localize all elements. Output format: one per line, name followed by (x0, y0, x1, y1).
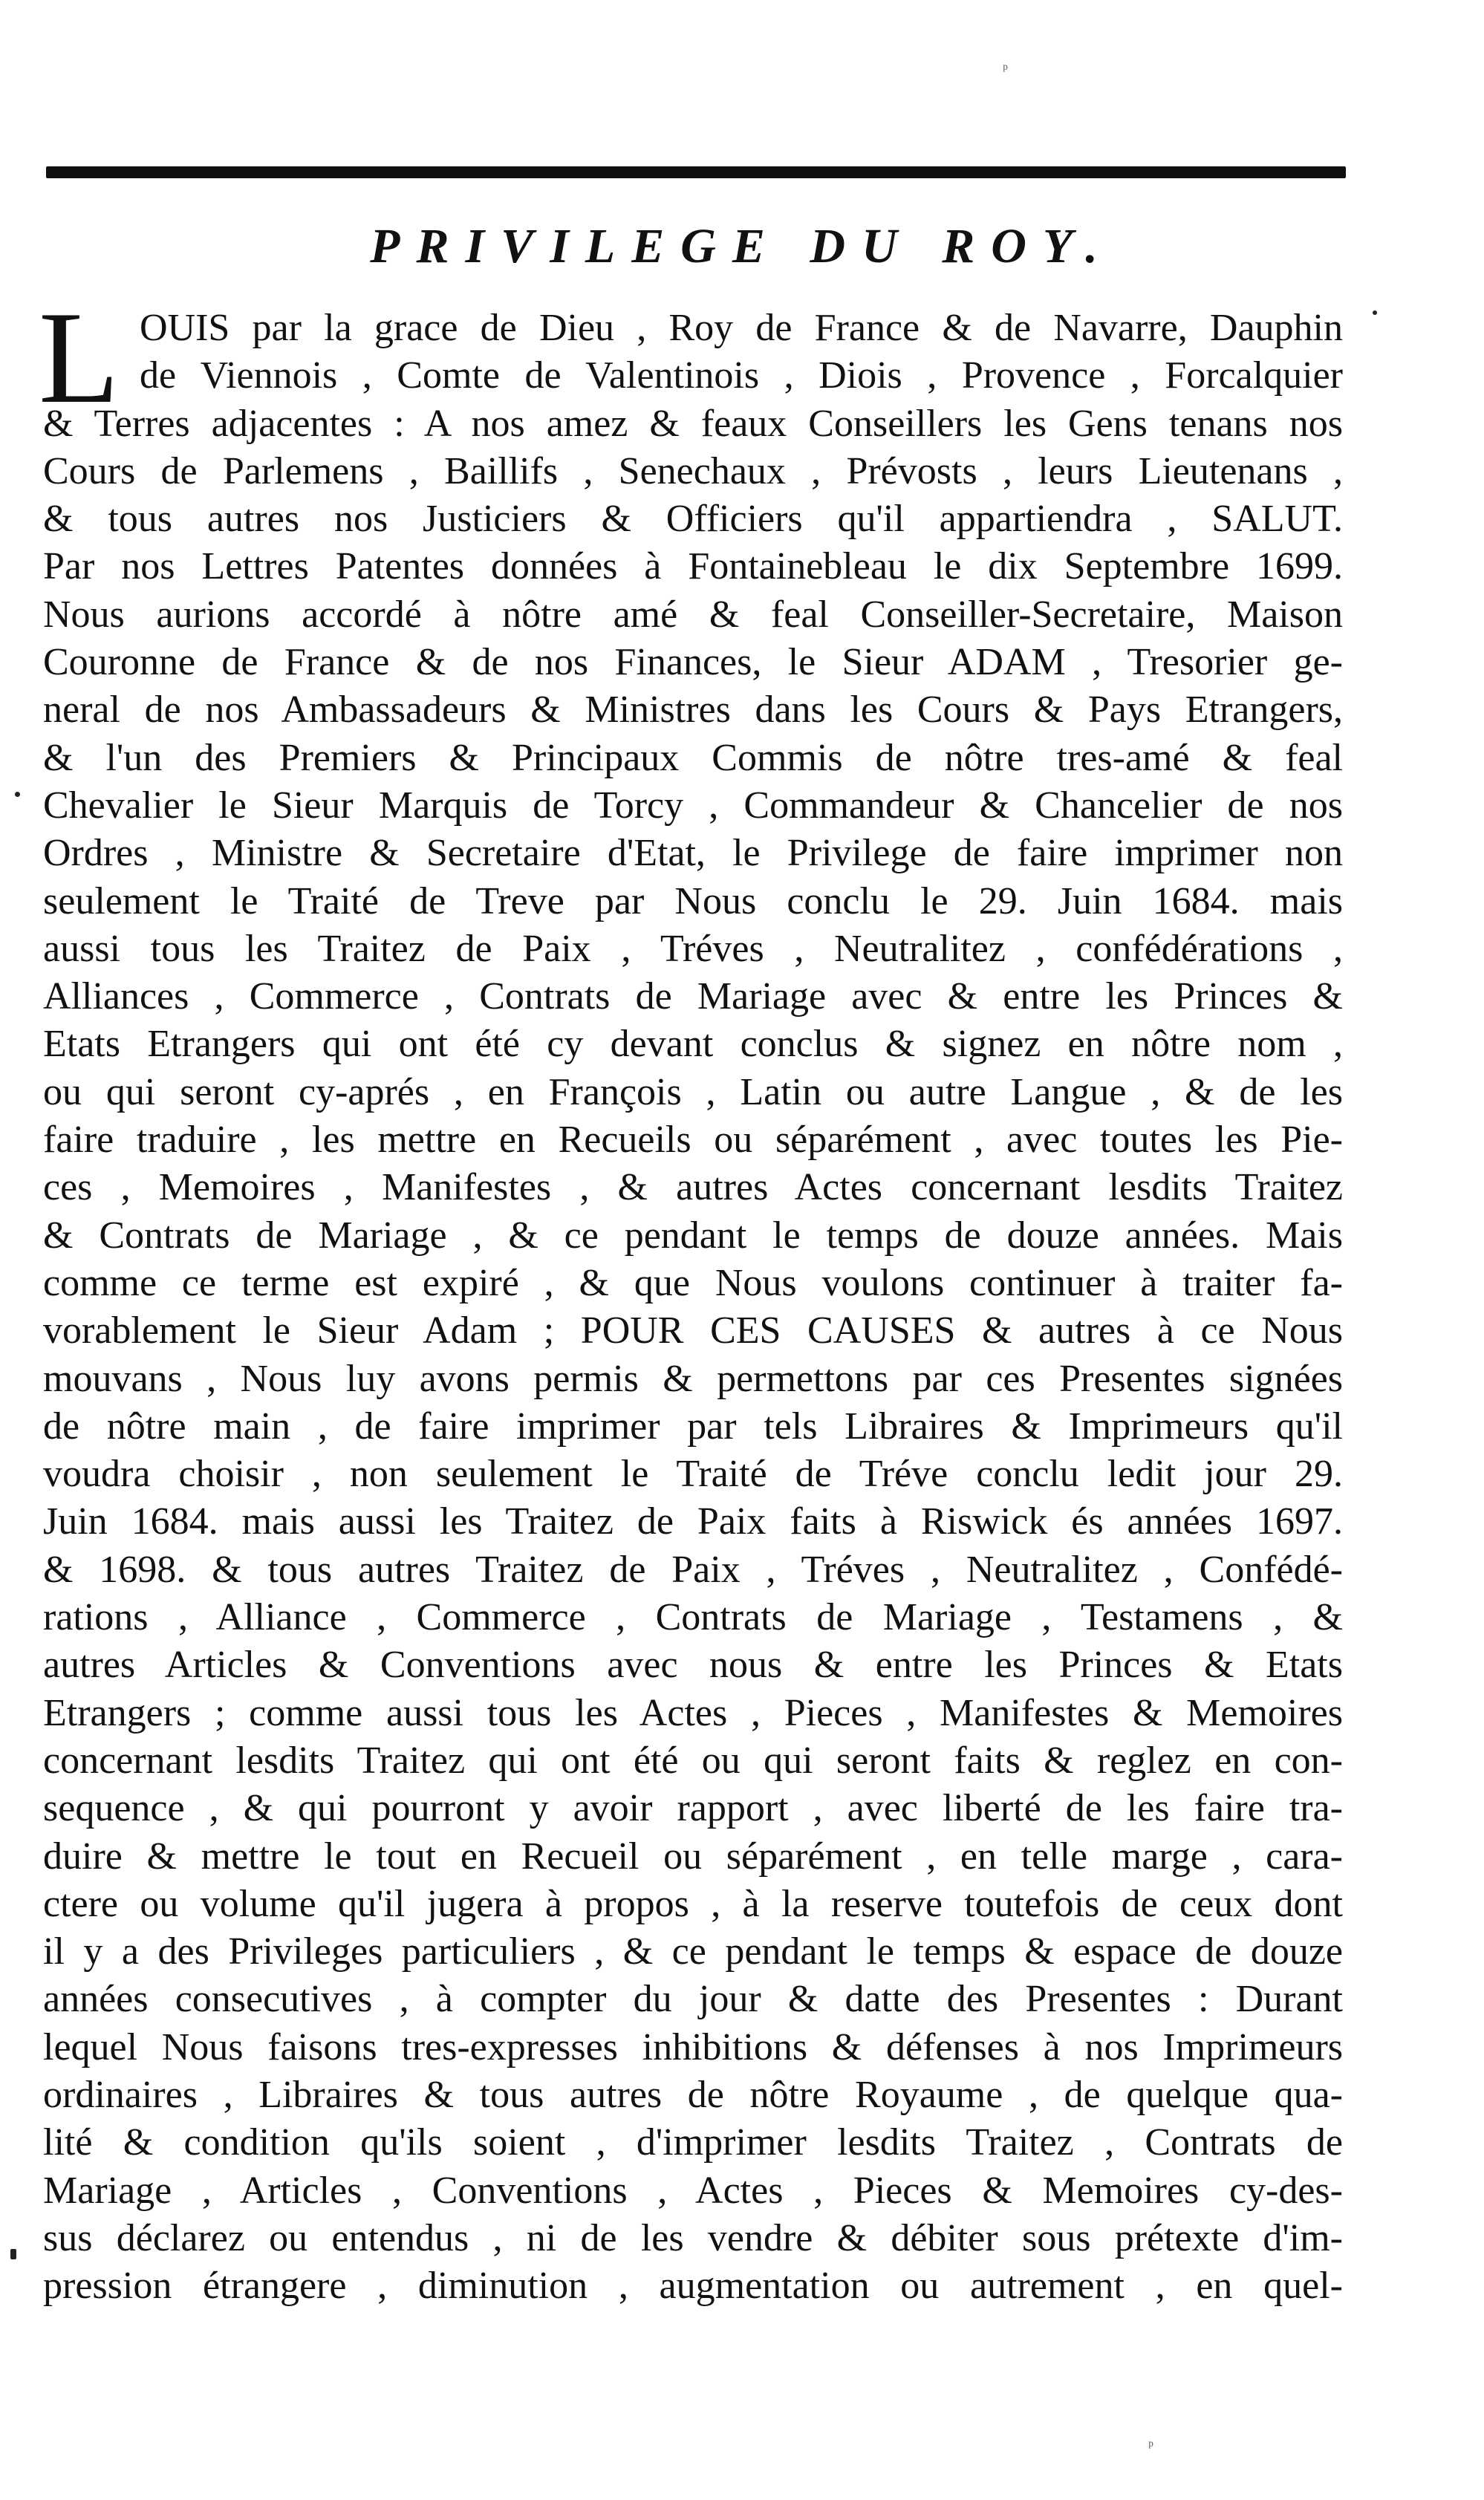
text-line: de Viennois , Comte de Valentinois , Diois , Provence , Forcalquier (140, 354, 1343, 397)
text-line: Cours de Parlemens , Baillifs , Senechaux , Prévosts , leurs Lieutenans , (43, 449, 1343, 492)
text-line: lequel Nous faisons tres-expresses inhibitions & défenses à nos Imprimeurs (43, 2025, 1343, 2068)
text-line: rations , Alliance , Commerce , Contrats de Mariage , Testamens , & (43, 1596, 1343, 1639)
text-line: lité & condition qu'ils soient , d'imprimer lesdits Traitez , Contrats de (43, 2121, 1343, 2164)
text-line: faire traduire , les mettre en Recueils ou séparément , avec toutes les Pie- (43, 1119, 1343, 1162)
text-line: & l'un des Premiers & Principaux Commis de nôtre tres-amé & feal (43, 736, 1343, 779)
text-line: aussi tous les Traitez de Paix , Tréves , Neutralitez , confédérations , (43, 927, 1343, 970)
text-line: Chevalier le Sieur Marquis de Torcy , Commandeur & Chancelier de nos (43, 784, 1343, 827)
header-rule (46, 166, 1346, 178)
text-line: sequence , & qui pourront y avoir rapport , avec liberté de les faire tra- (43, 1787, 1343, 1830)
text-line: ordinaires , Libraires & tous autres de nôtre Royaume , de quelque qua- (43, 2073, 1343, 2116)
text-line: ctere ou volume qu'il jugera à propos , à la reserve toutefois de ceux dont (43, 1882, 1343, 1925)
margin-mark (1373, 310, 1377, 315)
page-speck: ᵖ (1003, 59, 1008, 78)
drop-cap: L (39, 284, 120, 431)
text-line: & Contrats de Mariage , & ce pendant le temps de douze années. Mais (43, 1214, 1343, 1257)
text-line: de nôtre main , de faire imprimer par tels Libraires & Imprimeurs qu'il (43, 1404, 1343, 1448)
text-line: sus déclarez ou entendus , ni de les vendre & débiter sous prétexte d'im- (43, 2216, 1343, 2259)
text-line: Alliances , Commerce , Contrats de Mariage avec & entre les Princes & (43, 975, 1343, 1018)
text-line: voudra choisir , non seulement le Traité de Tréve conclu ledit jour 29. (43, 1453, 1343, 1496)
text-line: pression étrangere , diminution , augmentation ou autrement , en quel- (43, 2265, 1343, 2308)
privilege-text (39, 284, 1343, 2310)
text-line: & tous autres nos Justiciers & Officiers qu'il appartiendra , SALUT. (43, 498, 1343, 541)
text-line: ou qui seront cy-aprés , en François , Latin ou autre Langue , & de les (43, 1070, 1343, 1113)
text-line: Etats Etrangers qui ont été cy devant conclus & signez en nôtre nom , (43, 1023, 1343, 1066)
text-line: Par nos Lettres Patentes données à Fontainebleau le dix Septembre 1699. (43, 545, 1343, 588)
text-line: comme ce terme est expiré , & que Nous voulons continuer à traiter fa- (43, 1261, 1343, 1304)
text-line: Ordres , Ministre & Secretaire d'Etat, le Privilege de faire imprimer non (43, 832, 1343, 875)
text-lines (43, 305, 1343, 2310)
text-line: années consecutives , à compter du jour & datte des Presentes : Durant (43, 1978, 1343, 2021)
text-line: neral de nos Ambassadeurs & Ministres dans les Cours & Pays Etrangers, (43, 689, 1343, 732)
text-line: Etrangers ; comme aussi tous les Actes , Pieces , Manifestes & Memoires (43, 1691, 1343, 1734)
text-line: Mariage , Articles , Conventions , Actes , Pieces & Memoires cy-des- (43, 2169, 1343, 2212)
margin-mark (10, 2249, 16, 2259)
page-title: PRIVILEGE DU ROY. (370, 219, 1114, 273)
text-line: ces , Memoires , Manifestes , & autres Actes concernant lesdits Traitez (43, 1166, 1343, 1209)
margin-mark (15, 792, 20, 797)
text-line: & 1698. & tous autres Traitez de Paix , Tréves , Neutralitez , Confédé- (43, 1548, 1343, 1591)
text-line: Couronne de France & de nos Finances, le Sieur ADAM , Tresorier ge- (43, 641, 1343, 684)
text-line: & Terres adjacentes : A nos amez & feaux Conseillers les Gens tenans nos (43, 402, 1343, 445)
text-line: concernant lesdits Traitez qui ont été ou qui seront faits & reglez en con- (43, 1739, 1343, 1782)
text-line: seulement le Traité de Treve par Nous conclu le 29. Juin 1684. mais (43, 879, 1343, 922)
text-line: vorablement le Sieur Adam ; POUR CES CAUSES & autres à ce Nous (43, 1309, 1343, 1352)
text-line: Nous aurions accordé à nôtre amé & feal Conseiller-Secretaire, Maison (43, 593, 1343, 636)
text-line: mouvans , Nous luy avons permis & permettons par ces Presentes signées (43, 1357, 1343, 1400)
text-line: Juin 1684. mais aussi les Traitez de Paix faits à Riswick és années 1697. (43, 1500, 1343, 1543)
text-line: duire & mettre le tout en Recueil ou séparément , en telle marge , cara- (43, 1835, 1343, 1878)
text-line: autres Articles & Conventions avec nous & entre les Princes & Etats (43, 1644, 1343, 1687)
text-line: il y a des Privileges particuliers , & ce pendant le temps & espace de douze (43, 1930, 1343, 1973)
text-line: OUIS par la grace de Dieu , Roy de France & de Navarre, Dauphin (140, 307, 1343, 349)
page-speck: ᵖ (1148, 2436, 1153, 2455)
